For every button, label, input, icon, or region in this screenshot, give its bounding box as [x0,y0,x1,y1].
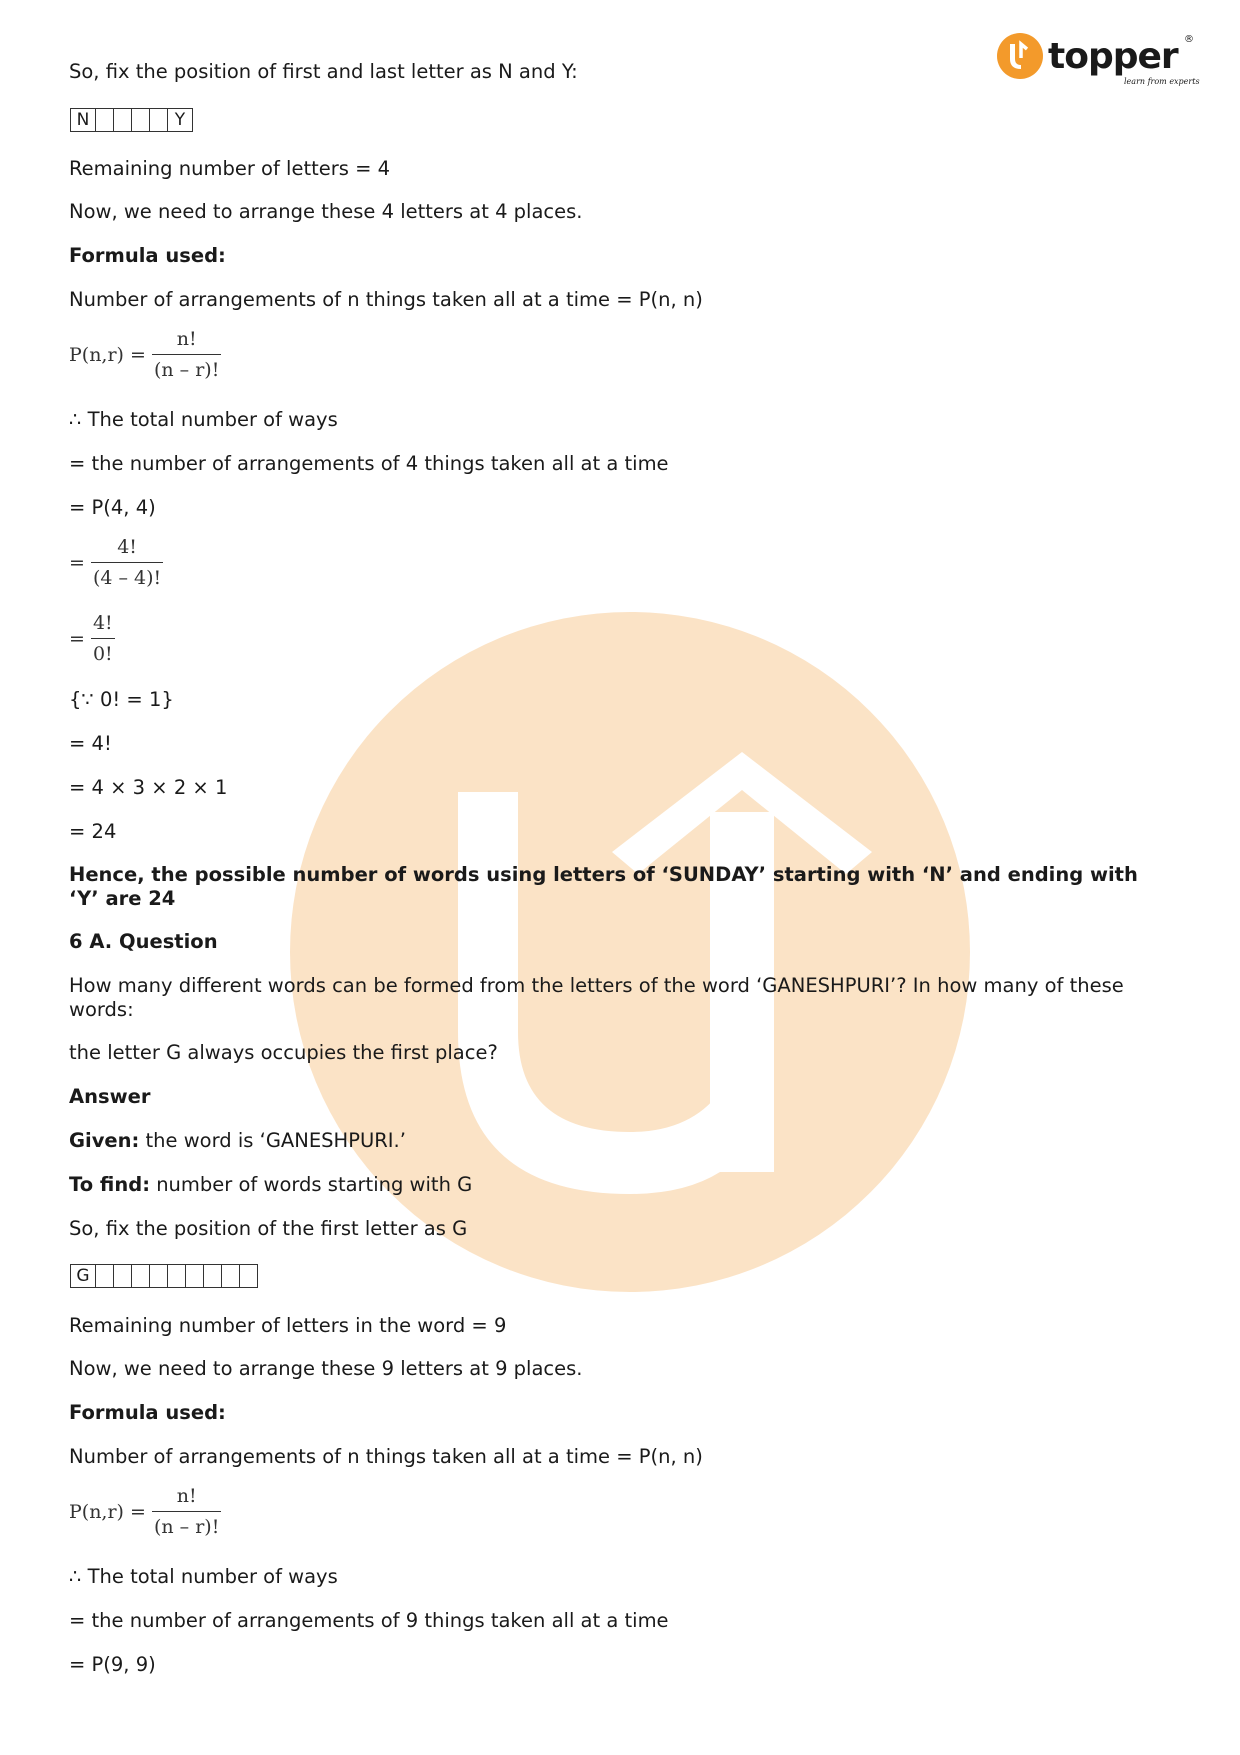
registered-mark: ® [1184,34,1194,45]
question-text: How many different words can be formed from the letters of the word ‘GANESHPURI’? In how many of these words: [69,974,1124,1021]
answer-heading: Answer [69,1085,151,1108]
text-line: = the number of arrangements of 4 things taken all at a time [69,452,669,475]
to-find-text: number of words starting with G [150,1173,473,1196]
letter-box-grid-2 [70,1264,258,1288]
text-line: Now, we need to arrange these 4 letters at 4 places. [69,200,583,223]
letter-box [222,1265,240,1287]
letter-box [96,1265,114,1287]
letter-box: Y [174,110,186,130]
text-line: {∵ 0! = 1} [69,688,174,711]
section-heading: Formula used: [69,244,226,267]
letter-box: G [71,1265,96,1287]
permutation-formula [69,1485,221,1538]
letter-box [204,1265,222,1287]
text-line: = 4! [69,732,112,755]
text-line: = the number of arrangements of 9 things taken all at a time [69,1609,669,1632]
logo-tagline: learn from experts [1124,77,1200,86]
letter-box: N [71,109,96,131]
given-text: the word is ‘GANESHPURI.’ [139,1129,406,1152]
question-heading: 6 A. Question [69,930,218,953]
given-line [69,1129,406,1153]
letter-box [114,109,132,131]
letter-box-grid-1 [70,108,193,132]
step-denominator: 0! [91,638,115,665]
logo-text: topper [1048,36,1178,77]
text-line: = P(4, 4) [69,496,156,519]
step-numerator: 4! [117,536,137,558]
conclusion-text: Hence, the possible number of words using letters of ‘SUNDAY’ starting with ‘N’ and ending with ‘Y’ are 24 [69,863,1138,910]
text-line: = 4 × 3 × 2 × 1 [69,776,228,799]
letter-box [132,109,150,131]
formula-numerator: n! [176,328,197,350]
text-line: ∴ The total number of ways [69,1565,338,1588]
to-find-line [69,1173,472,1197]
to-find-label: To find: [69,1173,150,1196]
text-line: = 24 [69,820,117,843]
permutation-formula [69,328,221,381]
letter-box [96,109,114,131]
formula-denominator: (n – r)! [152,354,221,381]
formula-lhs: P(n,r) = [69,1500,146,1523]
formula-denominator: (n – r)! [152,1511,221,1538]
equals-sign: = [69,627,85,650]
text-line: So, fix the position of first and last letter as N and Y: [69,60,578,83]
letter-box [114,1265,132,1287]
letter-box [132,1265,150,1287]
calc-step-fraction [69,612,115,665]
text-line: = P(9, 9) [69,1653,156,1676]
text-line: the letter G always occupies the first place? [69,1041,498,1064]
text-line: So, fix the position of the first letter as G [69,1217,468,1240]
topper-logo [996,28,1200,92]
section-heading: Formula used: [69,1401,226,1424]
calc-step-fraction [69,536,163,589]
given-label: Given: [69,1129,140,1152]
text-line: Remaining number of letters in the word = 9 [69,1314,507,1337]
text-line: Remaining number of letters = 4 [69,157,391,180]
formula-lhs: P(n,r) = [69,343,146,366]
text-line: ∴ The total number of ways [69,408,338,431]
text-line: Number of arrangements of n things taken all at a time = P(n, n) [69,288,703,311]
formula-numerator: n! [176,1485,197,1507]
letter-box [168,1265,186,1287]
letter-box [240,1265,257,1287]
letter-box [150,109,168,131]
letter-box [186,1265,204,1287]
letter-box [150,1265,168,1287]
equals-sign: = [69,551,85,574]
text-line: Now, we need to arrange these 9 letters at 9 places. [69,1357,583,1380]
text-line: Number of arrangements of n things taken all at a time = P(n, n) [69,1445,703,1468]
step-denominator: (4 – 4)! [91,562,163,589]
step-numerator: 4! [92,612,113,634]
